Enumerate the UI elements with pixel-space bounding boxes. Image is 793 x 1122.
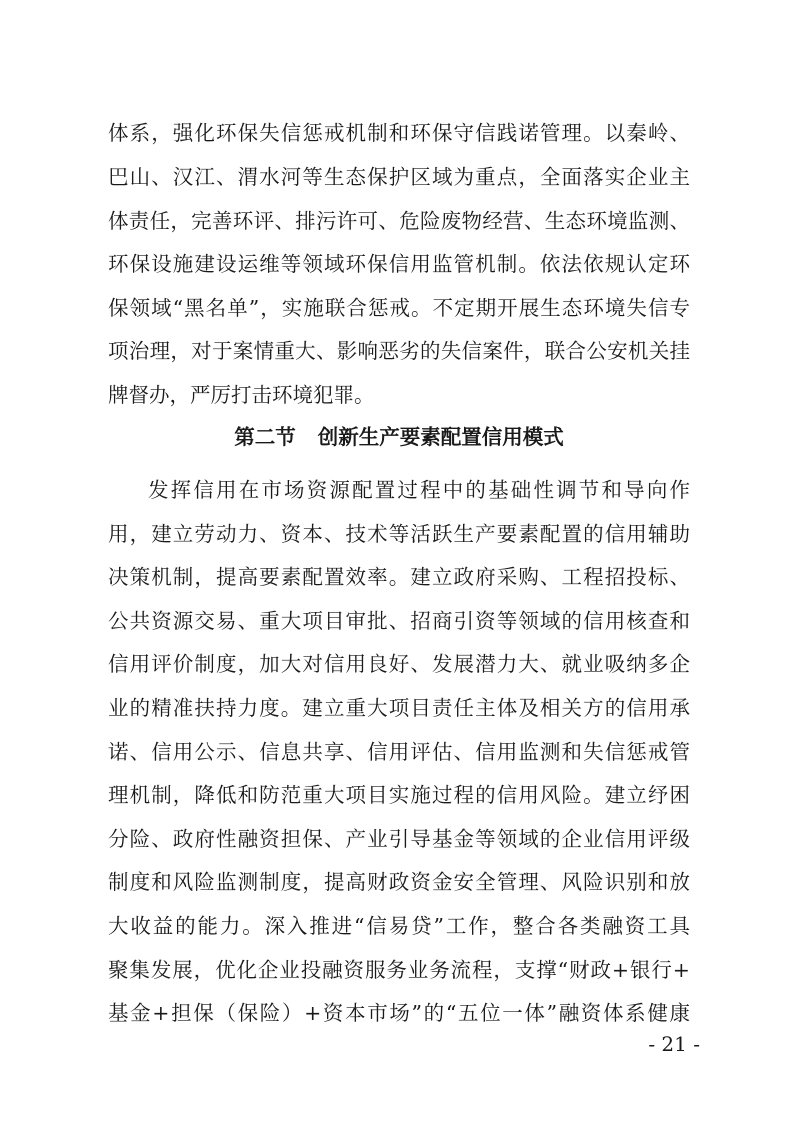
paragraph-line: 公共资源交易、重大项目审批、招商引资等领域的信用核查和: [108, 609, 690, 633]
paragraph-line: 体责任，完善环评、排污许可、危险废物经营、生态环境监测、: [108, 209, 690, 233]
paragraph-line: 保领域“黑名单”，实施联合惩戒。不定期开展生态环境失信专: [108, 296, 690, 320]
paragraph-line: 项治理，对于案情重大、影响恶劣的失信案件，联合公安机关挂: [108, 339, 690, 363]
paragraph-line: 聚集发展，优化企业投融资服务业务流程，支撑“财政+银行+: [108, 958, 690, 982]
paragraph-line: 巴山、汉江、渭水河等生态保护区域为重点，全面落实企业主: [108, 165, 690, 189]
paragraph-line: 决策机制，提高要素配置效率。建立政府采购、工程招投标、: [108, 565, 690, 589]
paragraph-line: 体系，强化环保失信惩戒机制和环保守信践诺管理。以秦岭、: [108, 121, 690, 145]
section-heading: [108, 417, 690, 457]
paragraph-line: 发挥信用在市场资源配置过程中的基础性调节和导向作: [148, 478, 690, 502]
paragraph-line: 业的精准扶持力度。建立重大项目责任主体及相关方的信用承: [108, 696, 690, 720]
paragraph-line: 诺、信用公示、信息共享、信用评估、信用监测和失信惩戒管: [108, 740, 690, 764]
paragraph-line: 大收益的能力。深入推进“信易贷”工作，整合各类融资工具: [108, 914, 690, 938]
page-number: - 21 -: [648, 1032, 700, 1056]
paragraph-line: 环保设施建设运维等领域环保信用监管机制。依法依规认定环: [108, 252, 690, 276]
paragraph-line: 信用评价制度，加大对信用良好、发展潜力大、就业吸纳多企: [108, 652, 690, 676]
paragraph-line: 制度和风险监测制度，提高财政资金安全管理、风险识别和放: [108, 870, 690, 894]
section-number: 第二节: [234, 425, 296, 449]
paragraph-line: 理机制，降低和防范重大项目实施过程的信用风险。建立纾困: [108, 783, 690, 807]
paragraph-line: 用，建立劳动力、资本、技术等活跃生产要素配置的信用辅助: [108, 522, 690, 546]
paragraph-line: 基金+担保（保险）+资本市场”的“五位一体”融资体系健康: [108, 1001, 690, 1025]
paragraph-line: 分险、政府性融资担保、产业引导基金等领域的企业信用评级: [108, 827, 690, 851]
paragraph-line: 牌督办，严厉打击环境犯罪。: [108, 383, 375, 407]
section-title: 创新生产要素配置信用模式: [317, 425, 564, 449]
